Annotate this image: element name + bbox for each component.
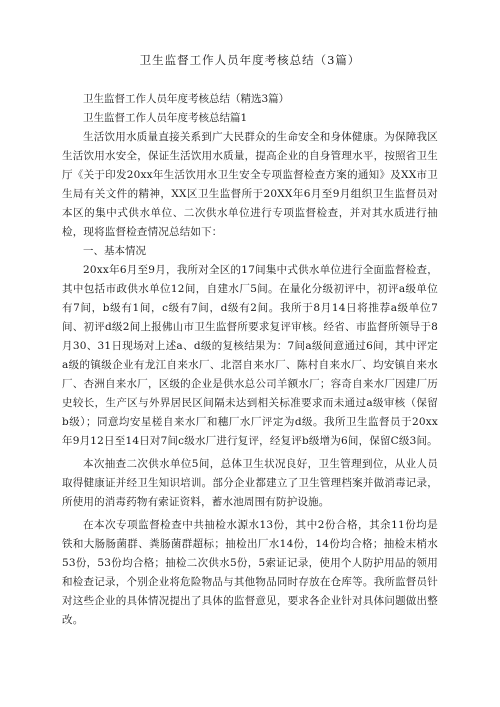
secondary-supply-paragraph: 本次抽查二次供水单位5间，总体卫生状况良好，卫生管理到位，从业人员取得健康证并经卫生知识培训。部分企业都建立了卫生管理档案并做消毒记录，所使用的消毒药物有索证资料，蓄水池周围有防护设施。 [62, 458, 438, 508]
sampling-paragraph: 在本次专项监督检查中共抽检水源水13份，其中2份合格，其余11份均是铁和大肠肠菌群、粪肠菌群超标；抽检出厂水14份，14份均合格；抽检末梢水53份，53份均合格；抽检二次供水5份，5索证记录，使用个人防护用品的领用和检查记录，个别企业将危险物品与其他物品同时存放在仓库等。我所监督员针对这些企业的具体情况提出了具体的监督意见，要求各企业针对具体问题做出整改。 [62, 519, 438, 626]
section-title: 卫生监督工作人员年度考核总结篇1 [83, 112, 248, 124]
basic-situation-paragraph: 20xx年6月至9月，我所对全区的17间集中式供水单位进行全面监督检查，其中包括市政供水单位12间，自建水厂5间。在量化分级初评中，初评a级单位有7间，b级有1间，c级有7间，d级有2间。我所于8月14日将推荐a级单位7间、初评d级2间上报佛山市卫生监督所要求复评审核。经省、市监督所领导于8月30、31日现场对上述a、d级的复核结果为：7间a级间意通过6间，其中评定a级的镇级企业有龙江自来水厂、北滘自来水厂、陈村自来水厂、均安镇自来水厂、杏洲自来水厂，区级的企业是供水总公司羊额水厂；容奇自来水厂因建厂历史较长，生产区与外界居民区间隔未达到相关标准要求而未通过a级审核（保留b级）；同意均安星槎自来水厂和穗厂水厂评定为d级。我所卫生监督员于20xx年9月12日至14日对7间c级水厂进行复评，经复评b级增为6间，保留C级3间。 [62, 264, 438, 447]
intro-paragraph: 生活饮用水质量直接关系到广大民群众的生命安全和身体健康。为保障我区生活饮用水安全，保证生活饮用水质量，提高企业的自身管理水平，按照省卫生厅《关于印发20xx年生活饮用水卫生安全专项监督检查方案的通知》及XX市卫生局有关文件的精神，XX区卫生监督所于20XX年6月至9月组织卫生监督员对本区的集中式供水单位、二次供水单位进行专项监督检查，并对其水质进行抽检，现将监督检查情况总结如下： [62, 131, 438, 238]
heading-basic-situation: 一、基本情况 [83, 245, 146, 257]
document-subtitle: 卫生监督工作人员年度考核总结（精选3篇） [83, 93, 290, 105]
document-title: 卫生监督工作人员年度考核总结（3篇） [139, 53, 361, 67]
document-page [62, 52, 438, 630]
